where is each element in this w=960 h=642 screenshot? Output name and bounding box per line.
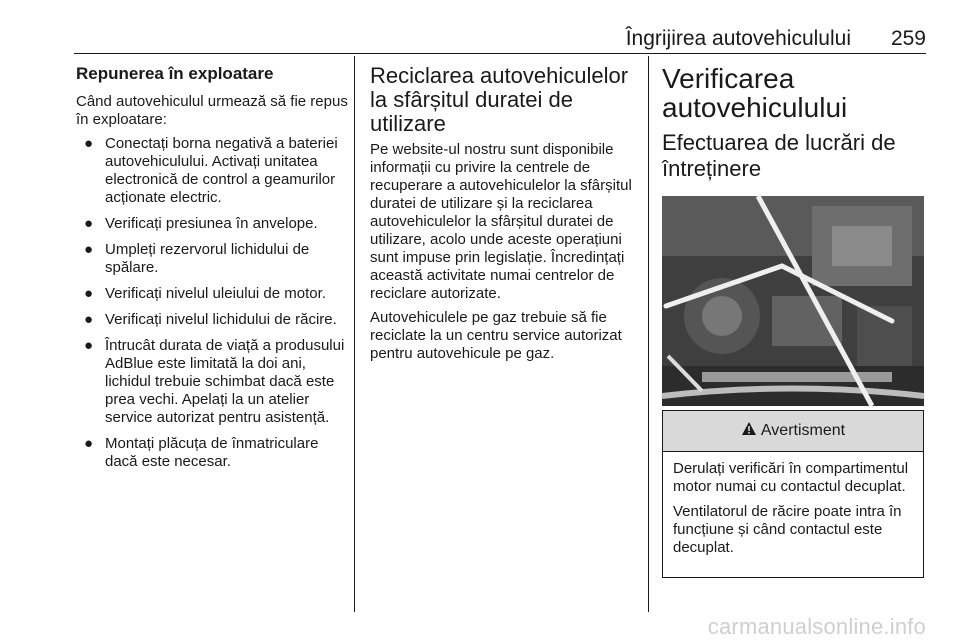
recycling-paragraph-2: Autovehiculele pe gaz trebuie să fie reciclate la un centru service autorizat pentru autovehicule pe gaz. (370, 309, 622, 362)
column-recycling (370, 64, 636, 369)
bullet-icon: ● (84, 215, 94, 232)
bullet-icon: ● (84, 285, 94, 302)
warning-paragraph-1: Derulați verificări în compartimentul motor numai cu contactul decuplat. (673, 460, 909, 495)
warning-box (662, 410, 924, 578)
column-recommissioning (76, 64, 352, 479)
bullet-icon: ● (84, 135, 94, 152)
bullet-icon: ● (84, 241, 94, 258)
running-title: Îngrijirea autovehiculului (625, 27, 851, 50)
column-vehicle-check (662, 64, 928, 406)
section-heading-recommissioning: Repunerea în exploatare (76, 64, 274, 83)
watermark: carmanualsonline.info (707, 614, 926, 639)
column-divider-1 (354, 56, 355, 612)
header-rule (74, 53, 926, 54)
warning-triangle-icon (741, 421, 757, 441)
warning-header (663, 411, 923, 452)
warning-body (663, 452, 923, 557)
list-item: ● Umpleți rezervorul lichidului de spălare. (84, 241, 310, 276)
section-heading-recycling: Reciclarea autovehiculelor la sfârșitul duratei de utilizare (370, 63, 629, 136)
page-number: 259 (890, 27, 926, 50)
checklist (76, 135, 352, 471)
bullet-icon: ● (84, 435, 94, 452)
bullet-icon: ● (84, 337, 94, 354)
list-item: ● Verificați presiunea în anvelope. (84, 215, 318, 232)
chapter-heading: Verificarea autovehiculului (662, 63, 848, 123)
bullet-icon: ● (84, 311, 94, 328)
engine-bay-photo (662, 196, 924, 406)
recycling-paragraph-1: Pe website-ul nostru sunt disponibile informații cu privire la centrele de recuperare a autovehiculelor la sfârșitul duratei de utilizare și la reciclarea autovehiculelor la sfârșitul duratei de utilizare, acolo unde aceste operațiuni sunt impuse prin legislație. Încredințați această activitate numai centrelor de reciclare autorizate. (370, 141, 632, 302)
column-divider-2 (648, 56, 649, 612)
list-item: ● Verificați nivelul uleiului de motor. (84, 285, 326, 302)
list-item: ● Verificați nivelul lichidului de răcire. (84, 311, 337, 328)
page-header (74, 26, 926, 54)
section-heading-maintenance: Efectuarea de lucrări de întreținere (662, 130, 896, 181)
list-item: ● Conectați borna negativă a bateriei autovehiculului. Activați unitatea electronică de control a geamurilor acționate electric. (84, 135, 338, 206)
list-item: ● Montați plăcuța de înmatriculare dacă este necesar. (84, 435, 319, 470)
warning-title: Avertisment (760, 422, 846, 439)
intro-text: Când autovehiculul urmează să fie repus în exploatare: (76, 93, 348, 128)
list-item: ● Întrucât durata de viață a produsului AdBlue este limitată la doi ani, lichidul trebuie schimbat dacă este prea vechi. Apelați la un atelier service autorizat pentru asistență. (84, 337, 345, 426)
warning-paragraph-2: Ventilatorul de răcire poate intra în funcțiune și când contactul este decuplat. (673, 503, 902, 556)
